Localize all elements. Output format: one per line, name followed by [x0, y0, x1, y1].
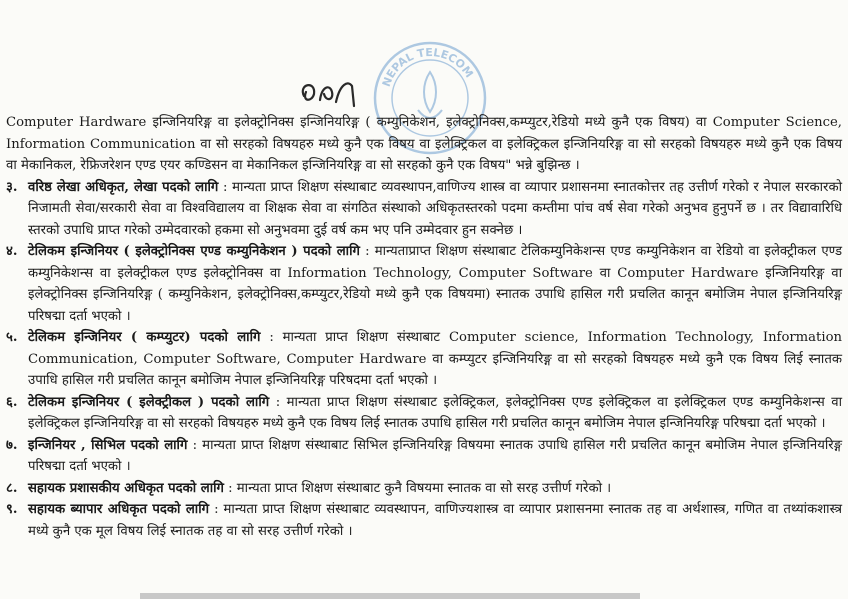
item-number: ५. [6, 330, 18, 345]
item-number: ७. [6, 437, 18, 453]
item-heading: सहायक प्रशासकीय अधिकृत पदको लागि [28, 480, 224, 496]
intro-text: Computer Hardware इन्जिनियरिङ्ग वा इलेक्ट्रोनिक्स इन्जिनियरिङ्ग ( कम्युनिकेशन, इलेक्ट्रोनिक्स,कम्प्युटर,रेडियो मध्ये कुनै एक विषय) वा Computer Science, Information Communication वा सो सरहको विषयहरु मध्ये कुनै एक विषय वा इलेक्ट्रिकल वा इलेक्ट्रिकल इन्जिनियरिङ्ग वा सो सरहको विषयहरु मध्ये कुनै एक विषय वा मेकानिकल, रेफ्रिजरेशन एण्ड एयर कण्डिसन वा मेकानिकल इन्जिनियरिङ्ग वा सो सरहको कुनै एक विषय" भन्ने बुझिन्छ । [6, 115, 842, 173]
item-text: : मान्यता प्राप्त शिक्षण संस्थाबाट कुनै विषयमा स्नातक वा सो सरह उत्तीर्ण गरेको । [228, 480, 612, 496]
item-heading: टेलिकम इन्जिनियर ( इलेक्ट्रोनिक्स एण्ड कम्युनिकेशन ) पदको लागि [28, 244, 360, 259]
item-heading: वरिष्ठ लेखा अधिकृत, लेखा पदको लागि [28, 179, 219, 195]
item-number: ९. [6, 502, 18, 517]
item-3 [6, 177, 842, 242]
item-heading: इन्जिनियर , सिभिल पदको लागि [28, 437, 188, 453]
handwritten-mark [296, 72, 364, 112]
item-heading: सहायक ब्यापार अधिकृत पदको लागि [28, 502, 210, 517]
item-text: : मान्यता प्राप्त शिक्षण संस्थाबाट सिभिल इन्जिनियरिङ्ग विषयमा स्नातक उपाधि हासिल गरी प्रचलित कानून बमोजिम नेपाल इन्जिनियरिङ्ग परिषद्मा दर्ता भएको । [28, 437, 842, 474]
item-heading: टेलिकम इन्जिनियर ( कम्प्युटर) पदको लागि [28, 330, 261, 345]
item-number: ८. [6, 480, 18, 496]
item-6 [6, 392, 842, 435]
item-text: : मान्यता प्राप्त शिक्षण संस्थाबाट व्यवस्थापन,वाणिज्य शास्त्र वा व्यापार प्रशासनमा स्नातकोत्तर तह उत्तीर्ण गरेको र नेपाल सरकारको निजामती सेवा/सरकारी सेवा वा विश्वविद्यालय वा शिक्षक सेवा वा संगठित संस्थाको अधिकृतस्तरको पदमा कम्तीमा पांच वर्ष सेवा गरेको अनुभव हुनुपर्ने छ । तर विद्यावारिधि स्तरको उपाधि प्राप्त गरेको उम्मेदवारको हकमा सो अनुभवमा दुई वर्ष कम भए पनि उम्मेदवार हुन सक्नेछ । [28, 179, 842, 238]
item-7 [6, 435, 842, 478]
item-4 [6, 241, 842, 327]
document-body [6, 112, 842, 542]
svg-text:NEPAL TELECOM: NEPAL TELECOM [379, 45, 476, 89]
item-text: : मान्यता प्राप्त शिक्षण संस्थाबाट इलेक्ट्रिकल, इलेक्ट्रोनिक्स एण्ड इलेक्ट्रिकल वा इलेक्ट्रिकल एण्ड कम्युनिकेशन्स वा इलेक्ट्रिकल इन्जिनियरिङ्ग वा सो सरहको विषयहरु मध्ये कुनै एक विषय लिई स्नातक उपाधि हासिल गरी प्रचलित कानून बमोजिम नेपाल इन्जिनियरिङ्ग परिषद्मा दर्ता भएको । [28, 394, 842, 431]
item-5 [6, 327, 842, 392]
item-9 [6, 499, 842, 542]
item-number: ३. [6, 179, 18, 195]
item-number: ६. [6, 394, 18, 410]
item-text: : मान्यताप्राप्त शिक्षण संस्थाबाट टेलिकम्युनिकेशन्स एण्ड कम्युनिकेशन वा रेडियो वा इलेक्ट्रीकल एण्ड कम्युनिकेशन्स वा इलेक्ट्रीकल एण्ड इलेक्ट्रोनिक्स वा Information Technology, Computer Software वा Computer Hardware इन्जिनियरिङ्ग वा इलेक्ट्रोनिक्स इन्जिनियरिङ्ग ( कम्युनिकेशन, इलेक्ट्रोनिक्स,कम्प्युटर,रेडियो मध्ये कुनै एक विषयमा) स्नातक उपाधि हासिल गरी प्रचलित कानून बमोजिम नेपाल इन्जिनियरिङ्ग परिषद्मा दर्ता भएको । [28, 244, 843, 324]
horizontal-scrollbar[interactable] [140, 593, 640, 599]
item-text: : मान्यता प्राप्त शिक्षण संस्थाबाट Computer science, Information Technology, Information Communication, Computer Software, Computer Hardware वा कम्प्युटर इन्जिनियरिङ्ग वा सो सरहको विषयहरु मध्ये कुनै एक विषय लिई स्नातक उपाधि हासिल गरी प्रचलित कानून बमोजिम नेपाल इन्जिनियरिङ्ग परिषदमा दर्ता भएको । [28, 330, 842, 388]
item-number: ४. [6, 244, 18, 259]
item-text: : मान्यता प्राप्त शिक्षण संस्थाबाट व्यवस्थापन, वाणिज्यशास्त्र वा व्यापार प्रशासनमा स्नातक तह वा अर्थशास्त्र, गणित वा तथ्यांकशास्त्र मध्ये कुनै एक मूल विषय लिई स्नातक तह वा सो सरह उत्तीर्ण गरेको । [28, 502, 843, 539]
item-heading: टेलिकम इन्जिनियर ( इलेक्ट्रीकल ) पदको लागि [28, 394, 270, 410]
item-8 [6, 478, 842, 500]
intro-paragraph [6, 112, 842, 177]
